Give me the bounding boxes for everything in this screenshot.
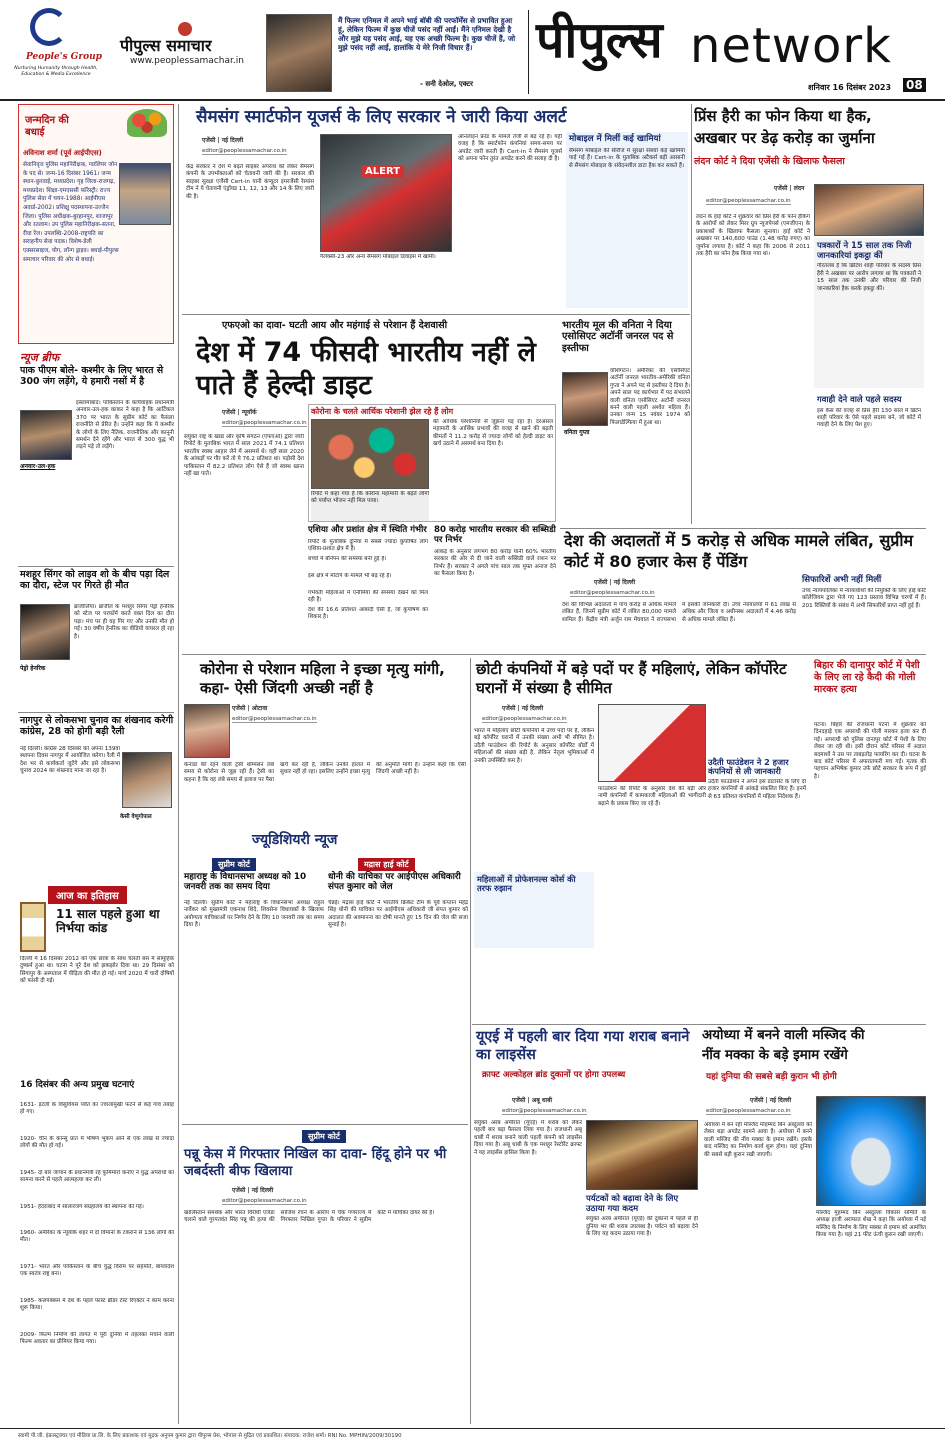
prince-harry-photo xyxy=(814,184,924,236)
samsung-email: editor@peoplessamachar.co.in xyxy=(202,148,287,154)
venugopal-caption: केसी वेणुगोपाल xyxy=(120,814,152,820)
quote-text: मैं फिल्म एनिमल में अपने भाई बॉबी की परफॉर्मेंस से प्रभावित हुआ हूं, लेकिन फिल्म में कुछ चीजें पसंद नहीं आईं। मैंने एनिमल देखी है और मुझे यह पसंद आई, यह एक अच्छी फिल्म है। कुछ चीजें हैं, जो मुझे पसंद नहीं आईं, हालांकि ये मेरे निजी विचार हैं। xyxy=(338,16,516,52)
health-box-title: कोरोना के चलते आर्थिक परेशानी झेल रहे हैं लोग xyxy=(311,407,454,416)
courts-headline: देश की अदालतों में 5 करोड़ से अधिक मामले लंबित, सुप्रीम कोर्ट में 80 हजार केस हैं पेंडिंग xyxy=(564,531,914,571)
health-text-1: संयुक्त राष्ट्र के खाद्य और कृषि संगठन (एफएओ) द्वारा जारी रिपोर्ट के मुताबिक भारत में साल 2021 में 74.1 प्रतिशत भारतीय स्वस्थ आहार लेने में असमर्थ थे। वहीं साल 2020 के आंकड़ों पर गौर करें तो ये 76.2 प्रतिशत था। पड़ोसी देश पाकिस्तान में 82.2 प्रतिशत लोग ऐसे हैं जो स्वस्थ खाना नहीं खा पाते। xyxy=(184,434,304,478)
masthead-rule xyxy=(0,99,945,101)
judiciary-headline-2: धोनी की याचिका पर आईपीएस अधिकारी संपत कुमार को जेल xyxy=(328,872,461,893)
health-photo-caption: रिपोर्ट में कहा गया है कि कोरोना महामारी के बढ़ते लोगों को पर्याप्त भोजन नहीं मिल पाया। xyxy=(311,491,429,521)
issue-date: शनिवार 16 दिसंबर 2023 xyxy=(808,83,892,92)
rule-above-courts xyxy=(560,528,926,529)
harry-email: editor@peoplessamachar.co.in xyxy=(706,198,791,204)
bihar-headline: बिहार की दानापुर कोर्ट में पेशी के लिए ला रहे कैदी की गोली मारकर हत्या xyxy=(814,660,920,695)
liquor-box-title: पर्यटकों को बढ़ावा देने के लिए उठाया गया कदम xyxy=(586,1193,679,1213)
singer-caption: पेड्रो हेनरिक xyxy=(20,665,46,672)
health-sub-2: 80 करोड़ भारतीय सरकार की सब्सिडी पर निर्भर xyxy=(434,525,556,545)
harry-box-1-text: गौरतलब है कि ब्रिटिश शाही परिवार के सदस्य प्रिंस हैरी ने अखबार पर आरोप लगाया था कि पत्रकारों ने 15 साल तक उनकी और परिवार की निजी जानकारियां हैक करके इकट्ठा कीं। xyxy=(817,263,921,292)
history-text: दिल्ली में 16 दिसंबर 2012 को एक छात्रा के साथ चलती बस में सामूहिक दुष्कर्म हुआ था। घटना ने पूरे देश को झकझोर दिया था। 29 दिसंबर को सिंगापुर के अस्पताल में पीड़िता की मौत हो गई। मार्च 2020 में चारों दोषियों को फांसी दी गई। xyxy=(20,956,174,985)
newspaper-name: पीपुल्स समाचार xyxy=(120,36,212,55)
judiciary-tag-3: सुप्रीम कोर्ट xyxy=(302,1130,346,1143)
samsung-story xyxy=(182,104,690,314)
women-stairs-photo xyxy=(598,704,706,782)
courts-sidebar-title: सिफारिशें अभी नहीं मिलीं xyxy=(802,575,882,585)
women-text-2: फाउंडेशन की रिपोर्ट के अनुसार देश की बड़ी और नामी कंपनियों में कामकाजी महिलाओं की भागीदारी बढ़ाने के प्रयास किए जा रहे हैं। xyxy=(598,786,706,807)
hourglass-icon xyxy=(20,902,46,952)
event-item: 1985- कलपक्कम में देश के पहले फास्ट ब्रीडर टेस्ट रिएक्टर ने काम करना शुरू किया। xyxy=(20,1298,174,1312)
brief-headline-singer: मशहूर सिंगर को लाइव शो के बीच पड़ा दिल का दौरा, स्टेज पर गिरते ही मौत xyxy=(20,569,170,591)
ayodhya-byline: एजेंसी | नई दिल्ली xyxy=(750,1097,792,1104)
samsung-sidebar-title: मोबाइल में मिलीं कई खामियां xyxy=(569,134,661,144)
corona-headline: कोरोना से परेशान महिला ने इच्छा मृत्यु मांगी, कहा- ऐसी जिंदगी अच्छी नहीं है xyxy=(200,660,445,697)
samsung-sidebar-text: सैमसंग मोबाइल की सीरीज में सुरक्षा संबंधी कई खामियां पाई गई हैं। Cert-in के मुताबिक अटैकर्स बड़ी आसानी से सैमसंग मोबाइल के संवेदनशील डाटा हैक कर सकते हैं। xyxy=(569,147,685,169)
brief-text-pak: इस्लामाबाद। पाकिस्तान के कार्यवाहक प्रधानमंत्री अनवार-उल-हक काकर ने कहा है कि आर्टिकल 370 पर भारत के सुप्रीम कोर्ट का फैसला राजनीति से प्रेरित है। उन्होंने कहा कि ये कश्मीर के लोगों के लिए नैतिक, राजनीतिक और कानूनी समर्थन देने रहेंगे और भारत से 300 युद्ध भी लड़ने पड़े तो लड़ेंगे। xyxy=(76,400,174,451)
judiciary-email-3: editor@peoplessamachar.co.in xyxy=(222,1198,307,1204)
mosque-render-photo xyxy=(816,1096,926,1206)
vanita-caption: वनिता गुप्ता xyxy=(564,429,590,436)
health-story xyxy=(182,318,556,652)
liquor-text: संयुक्त अरब अमीरात (यूएई) में शराब को लेकर पहली बार बड़ा फैसला लिया गया है। राजधानी अबू धाबी में शराब बनाने वाली पहली कंपनी को लाइसेंस दिया गया है। अबू धाबी के एक मशहूर रेस्टोरेंट क्राफ्ट ने यह लाइसेंस हासिल किया है। xyxy=(474,1120,582,1156)
page-number: 08 xyxy=(903,78,926,92)
group-tagline: Nurturing Humanity through Health, Education & Media Excellence xyxy=(14,66,98,77)
event-item: 1960- अमेरिका के न्यूयॉर्क शहर में दो विमानों के टकराने से 136 लोगों की मौत। xyxy=(20,1230,174,1244)
history-events-list xyxy=(20,1102,174,1374)
judiciary-text-3: खालिस्तान समर्थक और भारत विरोधी एजेंडा चलाने वाले गुरपतवंत सिंह पन्नू की हत्या की साजिश रचने के आरोप में चेक गणराज्य में गिरफ्तार निखिल गुप्ता के परिवार ने सुप्रीम कोर्ट में याचिका दायर की है। xyxy=(184,1210,435,1224)
group-name: People's Group xyxy=(26,52,102,62)
health-email: editor@peoplessamachar.co.in xyxy=(222,420,307,426)
judiciary-headline-3: पन्नू केस में गिरफ्तार निखिल का दावा- हिंदू होने पर भी जबर्दस्ती बीफ खिलाया xyxy=(184,1147,447,1179)
courts-sidebar xyxy=(802,576,926,654)
ayodhya-story xyxy=(702,1026,926,1424)
venugopal-photo xyxy=(122,752,172,808)
liquor-story xyxy=(472,1026,698,1424)
judiciary-headline-1: महाराष्ट्र के विधानसभा अध्यक्ष को 10 जनवरी तक का समय दिया xyxy=(184,872,307,893)
women-box xyxy=(474,872,594,948)
masthead xyxy=(0,0,945,100)
judiciary-section xyxy=(182,826,468,1424)
right-column-rule xyxy=(691,104,692,524)
ips-officer-photo xyxy=(119,163,171,225)
alert-label: ALERT xyxy=(361,165,404,178)
birthday-person-name: अविनाश शर्मा (पूर्व आईपीएस) xyxy=(23,149,102,157)
samsung-text-1: केंद्र सरकार ने देश में बढ़ते साइबर अपराध को लेकर सैमसंग कंपनी के उपभोक्ताओं को चेतावनी जारी की है। सरकार की साइबर सुरक्षा एजेंसी Cert-in यानी कंप्यूटर इमरजेंसी रेस्पांस टीम ने ये चेतावनी एंड्रॉयड 11, 12, 13 और 14 के लिए जारी की है। xyxy=(186,164,314,200)
rule-below-samsung xyxy=(182,314,690,315)
health-bullet: बच्चों में बौनेपन की समस्या बनी हुई है। xyxy=(308,555,387,562)
birthday-box xyxy=(18,104,174,344)
liquor-box xyxy=(586,1194,698,1422)
health-kicker: एफएओ का दावा- घटती आय और महंगाई से परेशान हैं देशवासी xyxy=(222,320,448,331)
health-box-text: की आर्थिक परेशानियों से जूझना पड़ रहा है। दरअसल महामारी के आर्थिक प्रभावों की वजह से खाने की बढ़ती कीमतों ने 11.2 करोड़ से ज्यादा लोगों को हेल्दी डाइट का खर्च उठाने में असमर्थ बना दिया है। xyxy=(433,419,553,448)
event-item: 1945- दो बार जापान के प्रधानमंत्री रहे फुमिमारो कनोए ने युद्ध अपराधों का सामना करने से पहले आत्महत्या कर ली। xyxy=(20,1170,174,1184)
harry-box-1-title: पत्रकारों ने 15 साल तक निजी जानकारियां इकट्ठा कीं xyxy=(817,240,912,260)
courts-email: editor@peoplessamachar.co.in xyxy=(570,590,655,596)
peoples-group-logo xyxy=(30,8,68,46)
vanita-gupta-photo xyxy=(562,372,608,426)
harry-box-2 xyxy=(814,392,924,516)
event-item: 1631- इटली के विसुवियस पर्वत का ज्वालामुखी फटने से कई गांव तबाह हो गए। xyxy=(20,1102,174,1116)
footer-rule xyxy=(0,1428,945,1429)
harry-subheadline: लंदन कोर्ट ने दिया एजेंसी के खिलाफ फैसला xyxy=(694,156,845,167)
flower-bouquet-icon xyxy=(127,109,167,137)
pak-pm-caption: अनवार-उल-हक xyxy=(20,463,56,470)
brief-divider-2 xyxy=(18,712,174,713)
samsung-caption: गैलेक्सी-23 और अन्य सैमसंग मोबाइल डिवाइस में खामी। xyxy=(320,254,436,260)
left-column-rule xyxy=(178,104,179,1424)
singer-photo xyxy=(20,604,70,660)
liquor-box-text: संयुक्त अरब अमीरात (यूएई) की दुकानों में पहले से ही दुनिया भर की शराब उपलब्ध है। पर्यटन को बढ़ावा देने के लिए यह कदम उठाया गया है। xyxy=(586,1216,698,1238)
liquor-subheadline: क्राफ्ट अल्कोहल ब्रांड दुकानों पर होगा उपलब्ध xyxy=(482,1070,626,1080)
health-bullet: गर्भवती महिलाओं में एनीमिया की समस्या देखने को मिल रही है। xyxy=(308,589,428,604)
logo-globe-icon xyxy=(178,22,192,36)
courts-text: देश की विभिन्न अदालतों में पांच करोड़ से अधिक मामले लंबित हैं, जिनमें सुप्रीम कोर्ट में लंबित 80,000 मामले शामिल हैं। केंद्रीय मंत्री अर्जुन राम मेघवाल ने राज्यसभा में इसकी जानकारी दी। उच्च न्यायालयों में 61 लाख से अधिक और जिला व अधीनस्थ अदालतों में 4.46 करोड़ से अधिक मामले लंबित हैं। xyxy=(562,602,796,623)
wine-glass-photo xyxy=(586,1120,698,1190)
rule-mid xyxy=(182,654,926,655)
samsung-alert-photo xyxy=(320,134,452,252)
women-byline: एजेंसी | नई दिल्ली xyxy=(502,705,544,712)
corona-byline: एजेंसी | ओटावा xyxy=(232,705,268,712)
network-english: network xyxy=(690,18,892,74)
corona-text: कनाडा की रहने वाली ट्रेसी थॉम्पसन लंबे समय से कोरोना से जूझ रही हैं। ट्रेसी का कहना है कि वह लंबे समय से इलाज पर पैसा खर्च कर रही हैं, लेकिन उनकी हालत में सुधार नहीं हो रहा। इसलिए उन्होंने इच्छा मृत्यु की अनुमति मांगी है। उन्होंने कहा कि ऐसी जिंदगी अच्छी नहीं है। xyxy=(184,762,466,783)
history-headline: 11 साल पहले हुआ था निर्भया कांड xyxy=(56,907,160,935)
judiciary-title: ज्यूडिशियरी न्यूज xyxy=(252,832,338,848)
judiciary-tag-2: मद्रास हाई कोर्ट xyxy=(358,858,415,871)
samsung-byline: एजेंसी | नई दिल्ली xyxy=(202,137,244,144)
women-headline: छोटी कंपनियों में बड़े पदों पर हैं महिलाएं, लेकिन कॉर्पोरेट घरानों में संख्या है सीमित xyxy=(476,660,787,697)
lawyer-headline: भारतीय मूल की वनिता ने दिया एसोसिएट अटॉर्नी जनरल पद से इस्तीफा xyxy=(562,320,674,354)
healthy-food-photo xyxy=(311,419,429,489)
ayodhya-headline-2: नींव मक्का के बड़े इमाम रखेंगे xyxy=(702,1048,848,1063)
women-sidebar xyxy=(708,758,806,948)
news-brief xyxy=(18,348,174,878)
health-sub-1: एशिया और प्रशांत क्षेत्र में स्थिति गंभीर xyxy=(308,525,427,535)
actor-photo xyxy=(266,14,332,92)
samsung-headline: सैमसंग स्मार्टफोन यूजर्स के लिए सरकार ने जारी किया अलर्ट xyxy=(196,107,567,127)
liquor-headline: यूएई में पहली बार दिया गया शराब बनाने का लाइसेंस xyxy=(476,1029,690,1063)
judiciary-divider xyxy=(182,1124,468,1125)
women-sidebar-text: उदैती फाउंडेशन ने अपने इस डाटासेट के लिए दो हजार कंपनियों से आंकड़े संकलित किए हैं। इनमें से 63 प्रतिशत कंपनियों में महिला निदेशक हैं। xyxy=(708,778,806,800)
event-item: 1971- भारत और पाकिस्तान के बीच युद्ध विराम पर सहमति, बांग्लादेश एक स्वतंत्र राष्ट्र बना। xyxy=(20,1264,174,1278)
quote-author: - सनी देओल, एक्टर xyxy=(420,80,474,88)
women-sidebar-title: उदैती फाउंडेशन ने 2 हजार कंपनियों से ली जानकारी xyxy=(708,757,789,777)
corona-email: editor@peoplessamachar.co.in xyxy=(232,716,317,722)
harry-box-2-text: इस केस की वजह से प्रिंस हैरी 130 साल में ब्रिटेन शाही परिवार के ऐसे पहले सदस्य बने, जो कोर्ट में गवाही देने के लिए पेश हुए। xyxy=(817,407,921,429)
event-item: 1920- चीन के कान्सु प्रांत में भीषण भूकंप आने से एक लाख से ज्यादा लोगों की मौत हो गई। xyxy=(20,1136,174,1150)
ayodhya-text-2: मस्जिद मुहम्मद बिन अब्दुल्ला विकास समिति के अध्यक्ष हाजी अराफात शेख ने कहा कि अयोध्या में नई मस्जिद के निर्माण के लिए मक्का से इमाम को आमंत्रित किया गया है। यहां 21 फीट ऊंची कुरान रखी जाएगी। xyxy=(816,1210,926,1239)
network-hindi: पीपुल्स xyxy=(536,11,663,69)
tracey-thompson-photo xyxy=(184,704,230,758)
judiciary-text-1: नई दिल्ली। सुप्रीम कोर्ट ने महाराष्ट्र के विधानसभा अध्यक्ष राहुल नार्वेकर को मुख्यमंत्री एकनाथ शिंदे, शिवसेना विधायकों के खिलाफ अयोग्यता याचिकाओं पर निर्णय देने के लिए 10 जनवरी तक का समय दिया है। xyxy=(184,900,324,929)
pak-pm-photo xyxy=(20,410,72,460)
harry-story xyxy=(694,104,926,520)
harry-headline-1: प्रिंस हैरी का फोन किया था हैक, xyxy=(694,107,872,125)
history-box xyxy=(18,884,174,1424)
corona-story xyxy=(182,658,468,824)
event-item: 1951- हैदराबाद में सालारजंग संग्रहालय की स्थापना की गई। xyxy=(20,1204,144,1210)
harry-headline-2: अखबार पर डेढ़ करोड़ का जुर्माना xyxy=(694,129,875,147)
history-events-title: 16 दिसंबर की अन्य प्रमुख घटनाएं xyxy=(20,1080,135,1090)
imprint-line: स्वामी पी.जी. इंफ्रास्ट्रक्चर एवं मीडिया प्रा.लि. के लिए प्रकाशक एवं मुद्रक अनुपम कुमार द्वारा पीपुल्स प्रेस, भोपाल से मुद्रित एवं प्रकाशित। संपादक: राजेश शर्मा। RNI No. MPHIN/2009/30190 xyxy=(18,1433,402,1439)
harry-text: लंदन के हाई कोर्ट ने शुक्रवार को प्रिंस हैरी के फोन हैकिंग के आरोपों को लेकर मिरर ग्रुप न्यूजपेपर्स (एमजीएन) के प्रकाशकों के खिलाफ फैसला सुनाया। हाई कोर्ट ने अखबार पर 140,600 पाउंड (1.48 करोड़ रुपए) का जुर्माना लगाया है। कोर्ट ने कहा कि 2006 से 2011 तक हैरी का फोन हैक किया गया था। xyxy=(696,214,810,258)
samsung-sidebar xyxy=(566,132,688,308)
history-tag: आज का इतिहास xyxy=(48,886,127,904)
health-box xyxy=(308,404,556,522)
liquor-email: editor@peoplessamachar.co.in xyxy=(502,1108,587,1114)
brief-divider-1 xyxy=(18,566,174,567)
courts-byline: एजेंसी | नई दिल्ली xyxy=(594,579,636,586)
health-bullet: रिपोर्ट के मुताबिक दुनिया में सबसे ज्यादा कुपोषित लोग एशिया-प्रशांत क्षेत्र में हैं। xyxy=(308,538,428,553)
news-brief-title: न्यूज ब्रीफ xyxy=(20,351,60,364)
judiciary-byline-3: एजेंसी | नई दिल्ली xyxy=(232,1187,274,1194)
women-email: editor@peoplessamachar.co.in xyxy=(482,716,567,722)
birthday-title: जन्मदिन की बधाई xyxy=(25,115,69,138)
rule-judiciary xyxy=(470,658,471,1424)
health-text-3: आंकड़े के अनुसार लगभग 80 करोड़ यानी 60% भारतीय सरकार की ओर से दी जाने वाली सब्सिडी वाले राशन पर निर्भर हैं। सरकार ने अगले पांच साल तक मुफ्त अनाज देने का फैसला किया है। xyxy=(434,548,556,577)
harry-box-2-title: गवाही देने वाले पहले सदस्य xyxy=(817,394,902,404)
bihar-story xyxy=(812,658,926,1022)
health-headline: देश में 74 फीसदी भारतीय नहीं ले पाते हैं हेल्दी डाइट xyxy=(196,337,536,401)
health-col-2 xyxy=(308,526,428,650)
courts-sidebar-text: उच्च न्यायपालिका में न्यायाधीशों की नियुक्ति के लिए हाई कोर्ट कॉलेजियम द्वारा भेजे गए 123 प्रस्ताव विभिन्न चरणों में हैं। 201 रिक्तियों के संबंध में अभी सिफारिशें प्राप्त नहीं हुई हैं। xyxy=(802,587,926,609)
lawyer-story xyxy=(560,318,690,530)
harry-box-1 xyxy=(814,238,924,388)
women-text: भारत में महिलाएं छोटी कंपनियों में उच्च पदों पर हैं, लेकिन बड़े कॉर्पोरेट घरानों में उनकी संख्या अभी भी सीमित है। उदैती फाउंडेशन की रिपोर्ट के अनुसार कॉर्पोरेट बोर्डों में महिलाओं की संख्या बढ़ी है, लेकिन नेतृत्व भूमिकाओं में उनकी उपस्थिति कम है। xyxy=(474,728,594,764)
ayodhya-headline-1: अयोध्या में बनने वाली मस्जिद की xyxy=(702,1028,865,1043)
health-byline: एजेंसी | न्यूयॉर्क xyxy=(222,409,257,416)
ayodhya-email: editor@peoplessamachar.co.in xyxy=(706,1108,791,1114)
samsung-text-2: ऑनलाइन फ्रॉड के मामले तेजी से बढ़ रहे हैं। यही वजह है कि स्मार्टफोन कंपनियां समय-समय पर अपडेट जारी करती हैं। Cert-in ने सैमसंग यूजर्स को अपना फोन तुरंत अपडेट करने की सलाह दी है। xyxy=(458,134,562,163)
ayodhya-subheadline: यहां दुनिया की सबसे बड़ी कुरान भी होगी xyxy=(706,1072,837,1082)
judiciary-text-2: चेन्नई। मद्रास हाई कोर्ट ने भारतीय क्रिकेट टीम के पूर्व कप्तान महेंद्र सिंह धोनी की याचिका पर आईपीएस अधिकारी जी संपत कुमार को अदालत की अवमानना का दोषी मानते हुए 15 दिन की जेल की सजा सुनाई है। xyxy=(328,900,468,929)
women-story xyxy=(472,658,808,1022)
birthday-details: सेवानिवृत्त पुलिस महानिरीक्षक, ग्वालियर जोन के पद से। जन्म-16 दिसंबर 1961। जन्म स्थान-कुरवाई, मध्यप्रदेश। गृह जिला-राजगढ़, मध्यप्रदेश। शिक्षा-एमएससी फॉरेस्ट्री। राज्य पुलिस सेवा में चयन-1988। आईपीएस अवार्ड-2002। प्रशिक्षु पदस्थापना-उज्जैन जिला। पुलिस अधीक्षक-बुरहानपुर, शाजापुर और रतलाम। उप पुलिस महानिरीक्षक-सतना, रीवा रेंज। उपलब्धि-2008-राष्ट्रपति का सराहनीय सेवा पदक। विशेष-डेली एक्सरसाइज, योग, लॉन्ग ड्राइव। बधाई-पीपुल्स समाचार परिवार की ओर से बधाई। xyxy=(23,162,119,263)
bihar-text: पटना। बिहार की राजधानी पटना में शुक्रवार को दिनदहाड़े एक अपराधी की गोली मारकर हत्या कर दी गई। अपराधी को पुलिस दानापुर कोर्ट में पेशी के लिए लेकर जा रही थी। इसी दौरान कोर्ट परिसर में अज्ञात बदमाशों ने उस पर ताबड़तोड़ फायरिंग कर दी। घटना के बाद कोर्ट परिसर में अफरातफरी मच गई। मृतक की पहचान अभिषेक कुमार उर्फ छोटे सरकार के रूप में हुई है। xyxy=(814,722,926,780)
masthead-divider xyxy=(528,10,529,94)
health-bullet: देश की 16.6 प्रतिशत आबादी ऐसी है, जो कुपोषण का शिकार है। xyxy=(308,606,428,621)
rule-below-women xyxy=(472,1024,926,1025)
brief-headline-pak: पाक पीएम बोले- कश्मीर के लिए भारत से 300 जंग लड़ेंगे, ये हमारी नसों में है xyxy=(20,365,164,387)
courts-story xyxy=(560,530,926,654)
ayodhya-text-1: अयोध्या में बन रही मस्जिद मोहम्मद बिन अब्दुल्ला को लेकर बड़ा अपडेट सामने आया है। अयोध्या में बनने वाली मस्जिद की नींव मक्का के इमाम रखेंगे। इसके बाद मस्जिद का निर्माण कार्य शुरू होगा। यहां दुनिया की सबसे बड़ी कुरान रखी जाएगी। xyxy=(704,1122,812,1158)
health-bullet: इस क्षेत्र में मोटापे के मामले भी बढ़ रहे हैं। xyxy=(308,572,392,579)
event-item: 2009- फिल्म निर्माण की लागत में पूरी दुनिया में तहलका मचाने वाली फिल्म अवतार का प्रीमियर किया गया। xyxy=(20,1332,174,1346)
brief-text-singer: ब्राजीलिया। ब्राजील के मशहूर सिंगर पेड्रो हेनरिक को स्टेज पर परफॉर्म करते वक्त दिल का दौरा पड़ा। मंच पर ही वह गिर गए और उनकी मौत हो गई। 30 वर्षीय हेनरिक का वीडियो वायरल हो रहा है। xyxy=(74,604,174,640)
brief-text-congress: नई दिल्ली। कांग्रेस 28 दिसंबर को अपना 139वां स्थापना दिवस नागपुर में आयोजित करेगा। रैली में देश भर से कार्यकर्ता जुटेंगे और इसे लोकसभा चुनाव 2024 का शंखनाद माना जा रहा है। xyxy=(20,746,120,775)
brief-headline-congress: नागपुर से लोकसभा चुनाव का शंखनाद करेगी कांग्रेस, 28 को होगी बड़ी रैली xyxy=(20,715,174,737)
liquor-byline: एजेंसी | अबू धाबी xyxy=(512,1097,553,1104)
harry-byline: एजेंसी | लंदन xyxy=(774,185,805,192)
judiciary-tag-1: सुप्रीम कोर्ट xyxy=(212,858,256,871)
health-col-3 xyxy=(434,526,556,650)
website: www.peoplessamachar.in xyxy=(130,56,244,66)
women-box-title: महिलाओं में प्रोफेशनल्स कोर्स की तरफ रुझान xyxy=(477,874,576,894)
lawyer-text: वॉशिंगटन। अमेरिका की एसोसिएट अटॉर्नी जनरल भारतीय-अमेरिकी वनिता गुप्ता ने अपने पद से इस्तीफा दे दिया है। अपने साल पद कार्यभार में पद संभालने वाली वनिता एसोसिएट अटॉर्नी जनरल बनने वाली पहली अश्वेत महिला हैं। उनका जन्म 15 नवंबर 1974 को फिलाडेल्फिया में हुआ था। xyxy=(610,368,690,426)
